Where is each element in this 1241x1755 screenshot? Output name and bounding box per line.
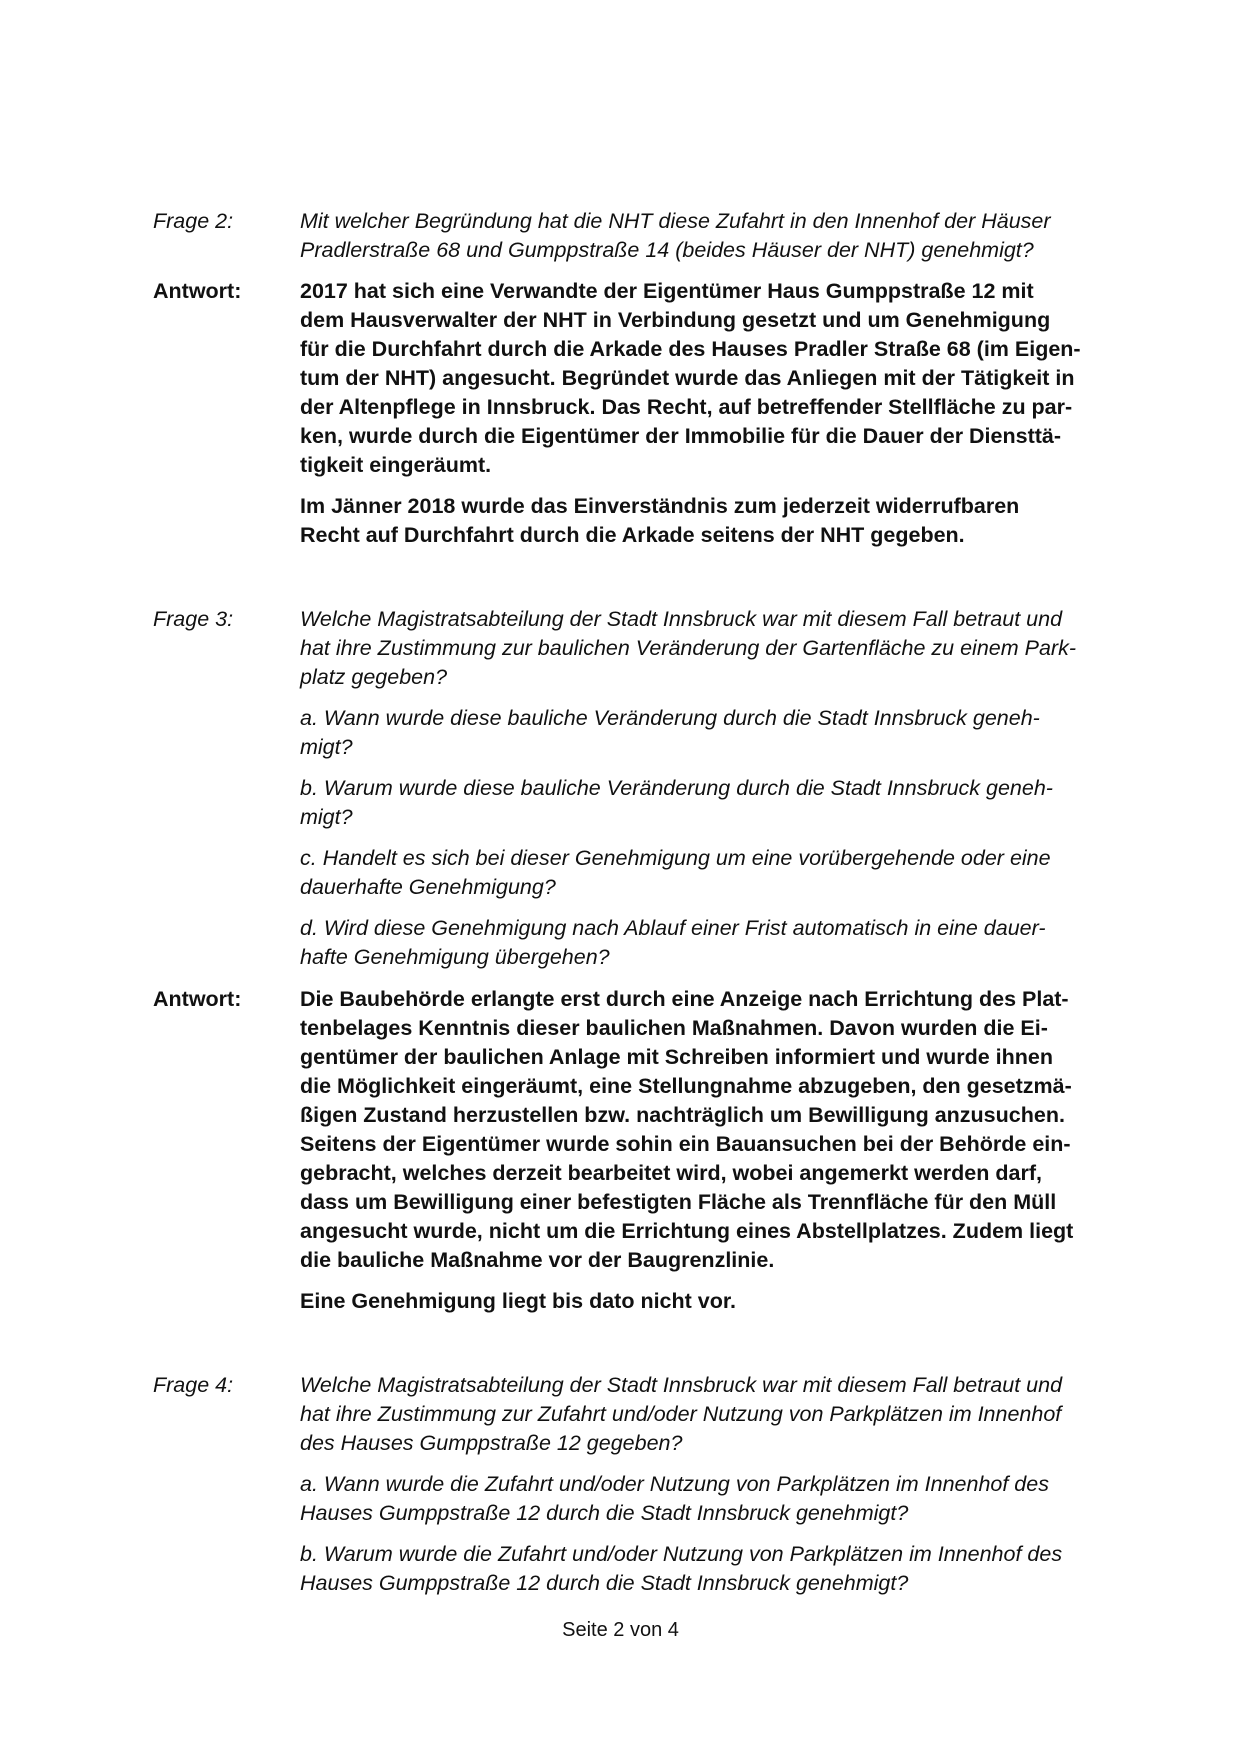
text-line: Pradlerstraße 68 und Gumppstraße 14 (beides Häuser der NHT) genehmigt? [300,238,1034,262]
text-line: a. Wann wurde diese bauliche Veränderung durch die Stadt Innsbruck geneh- [300,706,1040,730]
text-line: Mit welcher Begründung hat die NHT diese Zufahrt in den Innenhof der Häuser [300,209,1051,233]
question-3-item-d [300,914,1133,972]
question-3-item-a [300,704,1133,762]
text-line: gebracht, welches derzeit bearbeitet wird, wobei angemerkt werden darf, [300,1161,1042,1185]
text-line: migt? [300,805,353,829]
text-line: angesucht wurde, nicht um die Errichtung eines Abstellplatzes. Zudem liegt [300,1219,1074,1243]
text-line: Die Baubehörde erlangte erst durch eine Anzeige nach Errichtung des Plat- [300,987,1069,1011]
text-line: hat ihre Zustimmung zur baulichen Veränderung der Gartenfläche zu einem Park- [300,636,1076,660]
text-line: dauerhafte Genehmigung? [300,875,556,899]
text-line: a. Wann wurde die Zufahrt und/oder Nutzung von Parkplätzen im Innenhof des [300,1472,1049,1496]
question-3-text [300,605,1133,984]
text-line: des Hauses Gumppstraße 12 gegeben? [300,1431,683,1455]
question-4-item-a [300,1470,1133,1528]
page-number: Seite 2 von 4 [562,1619,679,1641]
question-2-text [300,207,1133,277]
text-line: die Möglichkeit eingeräumt, eine Stellungnahme abzugeben, den gesetzmä- [300,1074,1072,1098]
text-line: hat ihre Zustimmung zur Zufahrt und/oder Nutzung von Parkplätzen im Innenhof [300,1402,1062,1426]
text-line: Welche Magistratsabteilung der Stadt Innsbruck war mit diesem Fall betraut und [300,607,1063,631]
text-line: ken, wurde durch die Eigentümer der Immobilie für die Dauer der Diensttä- [300,424,1062,448]
question-4-text [300,1371,1133,1610]
text-line: c. Handelt es sich bei dieser Genehmigung um eine vorübergehende oder eine [300,846,1051,870]
question-3-label: Frage 3: [153,607,234,631]
question-3 [153,605,1133,975]
answer-2-label: Antwort: [153,279,242,303]
question-3-item-c [300,844,1133,902]
text-line: Hauses Gumppstraße 12 durch die Stadt Innsbruck genehmigt? [300,1501,909,1525]
text-line: Eine Genehmigung liegt bis dato nicht vor. [300,1289,737,1313]
text-line: Recht auf Durchfahrt durch die Arkade seitens der NHT gegeben. [300,523,965,547]
answer-3-label: Antwort: [153,987,242,1011]
text-line: dem Hausverwalter der NHT in Verbindung gesetzt und um Genehmigung [300,308,1051,332]
text-line: ßigen Zustand herzustellen bzw. nachträglich um Bewilligung anzusuchen. [300,1103,1065,1127]
question-4 [153,1371,1133,1601]
text-line: 2017 hat sich eine Verwandte der Eigentümer Haus Gumppstraße 12 mit [300,279,1034,303]
question-2-label: Frage 2: [153,209,234,233]
question-4-label: Frage 4: [153,1373,234,1397]
answer-2-text [300,277,1133,562]
text-line: für die Durchfahrt durch die Arkade des Hauses Pradler Straße 68 (im Eigen- [300,337,1081,361]
text-line: die bauliche Maßnahme vor der Baugrenzlinie. [300,1248,775,1272]
answer-3-text [300,985,1133,1328]
question-2 [153,207,1133,267]
text-line: d. Wird diese Genehmigung nach Ablauf einer Frist automatisch in eine dauer- [300,916,1046,940]
text-line: der Altenpflege in Innsbruck. Das Recht, auf betreffender Stellfläche zu par- [300,395,1073,419]
text-line: dass um Bewilligung einer befestigten Fläche als Trennfläche für den Müll [300,1190,1057,1214]
text-line: gentümer der baulichen Anlage mit Schreiben informiert und wurde ihnen [300,1045,1053,1069]
text-line: tigkeit eingeräumt. [300,453,492,477]
text-line: Hauses Gumppstraße 12 durch die Stadt Innsbruck genehmigt? [300,1571,909,1595]
text-line: hafte Genehmigung übergehen? [300,945,610,969]
text-line: platz gegeben? [300,665,448,689]
answer-3 [153,985,1133,1335]
text-line: Welche Magistratsabteilung der Stadt Innsbruck war mit diesem Fall betraut und [300,1373,1063,1397]
text-line: b. Warum wurde die Zufahrt und/oder Nutzung von Parkplätzen im Innenhof des [300,1542,1063,1566]
question-3-item-b [300,774,1133,832]
answer-2 [153,277,1133,557]
text-line: migt? [300,735,353,759]
question-4-item-b [300,1540,1133,1598]
text-line: tum der NHT) angesucht. Begründet wurde das Anliegen mit der Tätigkeit in [300,366,1075,390]
text-line: b. Warum wurde diese bauliche Veränderung durch die Stadt Innsbruck geneh- [300,776,1053,800]
text-line: Seitens der Eigentümer wurde sohin ein Bauansuchen bei der Behörde ein- [300,1132,1071,1156]
text-line: tenbelages Kenntnis dieser baulichen Maßnahmen. Davon wurden die Ei- [300,1016,1048,1040]
text-line: Im Jänner 2018 wurde das Einverständnis zum jederzeit widerrufbaren [300,494,1020,518]
